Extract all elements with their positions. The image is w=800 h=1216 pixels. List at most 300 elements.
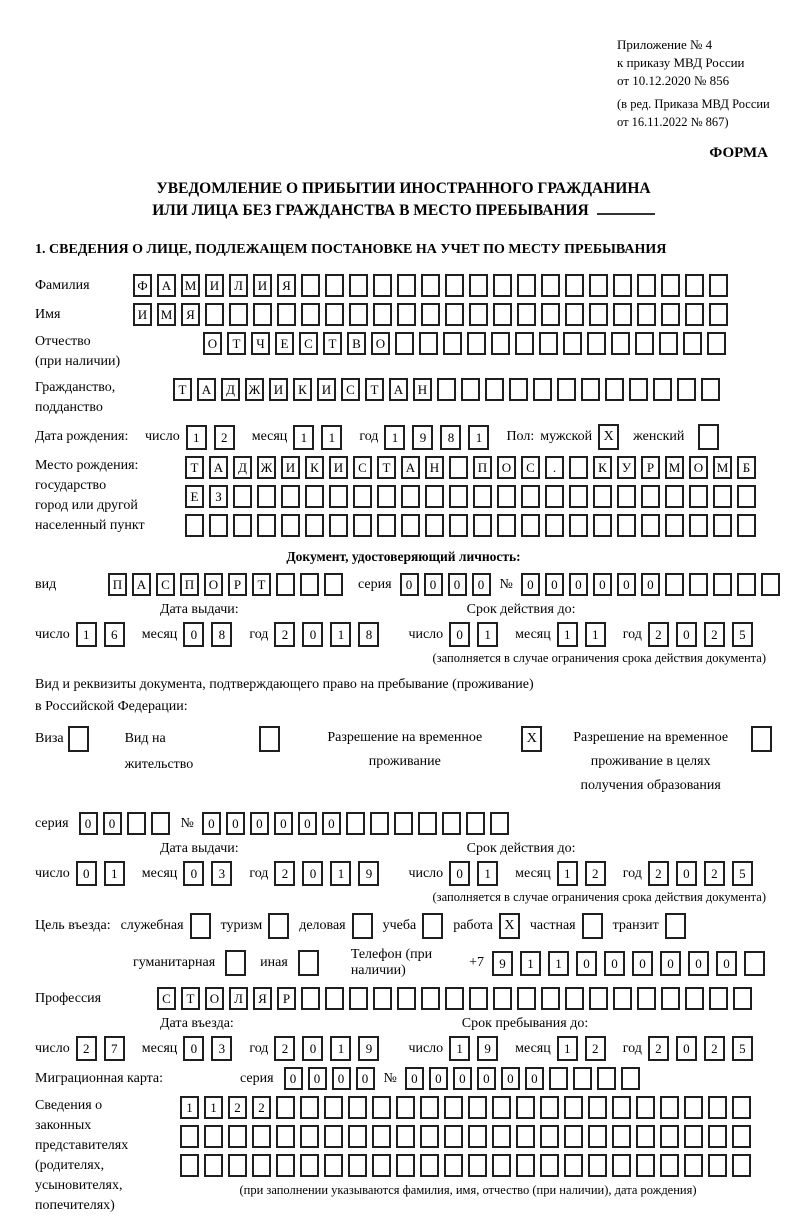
- char-box[interactable]: А: [157, 274, 176, 297]
- char-box[interactable]: 1: [557, 622, 578, 647]
- char-box[interactable]: [732, 1125, 751, 1148]
- char-box[interactable]: С: [299, 332, 318, 355]
- char-box[interactable]: [540, 1096, 559, 1119]
- char-box[interactable]: [593, 485, 612, 508]
- purpose-official-checkbox[interactable]: [190, 913, 211, 939]
- char-box[interactable]: О: [205, 987, 224, 1010]
- char-box[interactable]: [732, 1096, 751, 1119]
- visa-checkbox[interactable]: [68, 726, 89, 752]
- char-box[interactable]: [564, 1125, 583, 1148]
- char-box[interactable]: [708, 1154, 727, 1177]
- char-box[interactable]: 0: [569, 573, 588, 596]
- char-box[interactable]: 8: [358, 622, 379, 647]
- char-box[interactable]: 1: [585, 622, 606, 647]
- char-box[interactable]: [370, 812, 389, 835]
- char-box[interactable]: Т: [173, 378, 192, 401]
- char-box[interactable]: [497, 485, 516, 508]
- char-box[interactable]: Е: [275, 332, 294, 355]
- sex-female-checkbox[interactable]: [698, 424, 719, 450]
- char-box[interactable]: [737, 573, 756, 596]
- char-box[interactable]: [204, 1125, 223, 1148]
- char-box[interactable]: Б: [737, 456, 756, 479]
- char-box[interactable]: 0: [76, 861, 97, 886]
- char-box[interactable]: Д: [233, 456, 252, 479]
- char-box[interactable]: [509, 378, 528, 401]
- char-box[interactable]: 9: [477, 1036, 498, 1061]
- char-box[interactable]: [491, 332, 510, 355]
- char-box[interactable]: [684, 1125, 703, 1148]
- char-box[interactable]: 1: [330, 1036, 351, 1061]
- char-box[interactable]: [443, 332, 462, 355]
- char-box[interactable]: [685, 274, 704, 297]
- char-box[interactable]: [492, 1096, 511, 1119]
- char-box[interactable]: [349, 274, 368, 297]
- purpose-tourism-checkbox[interactable]: [268, 913, 289, 939]
- char-box[interactable]: [397, 274, 416, 297]
- char-box[interactable]: О: [497, 456, 516, 479]
- char-box[interactable]: 0: [308, 1067, 327, 1090]
- char-box[interactable]: [493, 987, 512, 1010]
- char-box[interactable]: [708, 1125, 727, 1148]
- char-box[interactable]: 1: [204, 1096, 223, 1119]
- char-box[interactable]: [348, 1125, 367, 1148]
- char-box[interactable]: [151, 812, 170, 835]
- char-box[interactable]: М: [713, 456, 732, 479]
- char-box[interactable]: [707, 332, 726, 355]
- char-box[interactable]: [564, 1096, 583, 1119]
- char-box[interactable]: Ж: [257, 456, 276, 479]
- char-box[interactable]: 0: [429, 1067, 448, 1090]
- char-box[interactable]: [549, 1067, 568, 1090]
- char-box[interactable]: 0: [604, 951, 625, 976]
- purpose-humanitarian-checkbox[interactable]: [225, 950, 246, 976]
- char-box[interactable]: 2: [648, 861, 669, 886]
- char-box[interactable]: [617, 485, 636, 508]
- char-box[interactable]: Н: [425, 456, 444, 479]
- char-box[interactable]: Ж: [245, 378, 264, 401]
- char-box[interactable]: 1: [520, 951, 541, 976]
- char-box[interactable]: И: [269, 378, 288, 401]
- char-box[interactable]: [473, 514, 492, 537]
- char-box[interactable]: [373, 987, 392, 1010]
- char-box[interactable]: [353, 485, 372, 508]
- char-box[interactable]: 0: [284, 1067, 303, 1090]
- char-box[interactable]: [419, 332, 438, 355]
- char-box[interactable]: 5: [732, 861, 753, 886]
- sex-male-checkbox[interactable]: X: [598, 424, 619, 450]
- char-box[interactable]: [276, 573, 295, 596]
- char-box[interactable]: 2: [274, 622, 295, 647]
- char-box[interactable]: А: [389, 378, 408, 401]
- char-box[interactable]: 0: [202, 812, 221, 835]
- char-box[interactable]: [373, 303, 392, 326]
- char-box[interactable]: [229, 303, 248, 326]
- char-box[interactable]: [445, 987, 464, 1010]
- char-box[interactable]: 9: [358, 1036, 379, 1061]
- char-box[interactable]: О: [203, 332, 222, 355]
- char-box[interactable]: 0: [676, 861, 697, 886]
- char-box[interactable]: 2: [274, 861, 295, 886]
- char-box[interactable]: [127, 812, 146, 835]
- char-box[interactable]: [348, 1096, 367, 1119]
- char-box[interactable]: [685, 987, 704, 1010]
- char-box[interactable]: [445, 303, 464, 326]
- char-box[interactable]: [713, 514, 732, 537]
- char-box[interactable]: И: [317, 378, 336, 401]
- char-box[interactable]: [324, 573, 343, 596]
- char-box[interactable]: [636, 1154, 655, 1177]
- char-box[interactable]: [444, 1125, 463, 1148]
- char-box[interactable]: [665, 485, 684, 508]
- char-box[interactable]: [605, 378, 624, 401]
- char-box[interactable]: [521, 514, 540, 537]
- char-box[interactable]: [301, 303, 320, 326]
- char-box[interactable]: 7: [104, 1036, 125, 1061]
- char-box[interactable]: [301, 274, 320, 297]
- char-box[interactable]: [588, 1096, 607, 1119]
- char-box[interactable]: [521, 485, 540, 508]
- char-box[interactable]: [744, 951, 765, 976]
- char-box[interactable]: [394, 812, 413, 835]
- char-box[interactable]: [588, 1154, 607, 1177]
- char-box[interactable]: 9: [412, 425, 433, 450]
- char-box[interactable]: В: [347, 332, 366, 355]
- char-box[interactable]: [497, 514, 516, 537]
- char-box[interactable]: [401, 514, 420, 537]
- char-box[interactable]: М: [157, 303, 176, 326]
- char-box[interactable]: [300, 1125, 319, 1148]
- char-box[interactable]: [449, 514, 468, 537]
- char-box[interactable]: 1: [321, 425, 342, 450]
- char-box[interactable]: [589, 987, 608, 1010]
- char-box[interactable]: 0: [593, 573, 612, 596]
- char-box[interactable]: 2: [704, 861, 725, 886]
- char-box[interactable]: 0: [521, 573, 540, 596]
- char-box[interactable]: [473, 485, 492, 508]
- char-box[interactable]: И: [329, 456, 348, 479]
- char-box[interactable]: [709, 303, 728, 326]
- char-box[interactable]: [348, 1154, 367, 1177]
- char-box[interactable]: [737, 514, 756, 537]
- char-box[interactable]: [445, 274, 464, 297]
- char-box[interactable]: Н: [413, 378, 432, 401]
- char-box[interactable]: [617, 514, 636, 537]
- char-box[interactable]: [324, 1125, 343, 1148]
- char-box[interactable]: [665, 573, 684, 596]
- char-box[interactable]: [593, 514, 612, 537]
- char-box[interactable]: С: [156, 573, 175, 596]
- char-box[interactable]: 6: [104, 622, 125, 647]
- char-box[interactable]: [612, 1125, 631, 1148]
- char-box[interactable]: Т: [323, 332, 342, 355]
- char-box[interactable]: [545, 485, 564, 508]
- char-box[interactable]: [737, 485, 756, 508]
- char-box[interactable]: 0: [400, 573, 419, 596]
- char-box[interactable]: [277, 303, 296, 326]
- char-box[interactable]: [683, 332, 702, 355]
- char-box[interactable]: [421, 987, 440, 1010]
- char-box[interactable]: [684, 1154, 703, 1177]
- char-box[interactable]: К: [305, 456, 324, 479]
- char-box[interactable]: [420, 1125, 439, 1148]
- char-box[interactable]: [349, 303, 368, 326]
- char-box[interactable]: [281, 485, 300, 508]
- char-box[interactable]: [349, 987, 368, 1010]
- char-box[interactable]: 1: [330, 622, 351, 647]
- char-box[interactable]: [569, 514, 588, 537]
- char-box[interactable]: [425, 514, 444, 537]
- char-box[interactable]: С: [341, 378, 360, 401]
- char-box[interactable]: [635, 332, 654, 355]
- char-box[interactable]: [637, 303, 656, 326]
- char-box[interactable]: И: [133, 303, 152, 326]
- char-box[interactable]: [372, 1154, 391, 1177]
- char-box[interactable]: [325, 274, 344, 297]
- char-box[interactable]: 0: [449, 622, 470, 647]
- char-box[interactable]: [661, 303, 680, 326]
- char-box[interactable]: [636, 1125, 655, 1148]
- purpose-private-checkbox[interactable]: [582, 913, 603, 939]
- char-box[interactable]: Д: [221, 378, 240, 401]
- char-box[interactable]: 1: [548, 951, 569, 976]
- char-box[interactable]: [469, 274, 488, 297]
- char-box[interactable]: [659, 332, 678, 355]
- char-box[interactable]: [597, 1067, 616, 1090]
- char-box[interactable]: [373, 274, 392, 297]
- char-box[interactable]: [516, 1154, 535, 1177]
- char-box[interactable]: [684, 1096, 703, 1119]
- char-box[interactable]: [377, 514, 396, 537]
- char-box[interactable]: С: [157, 987, 176, 1010]
- char-box[interactable]: [713, 485, 732, 508]
- char-box[interactable]: [346, 812, 365, 835]
- purpose-business-checkbox[interactable]: [352, 913, 373, 939]
- char-box[interactable]: [468, 1096, 487, 1119]
- char-box[interactable]: П: [180, 573, 199, 596]
- char-box[interactable]: [449, 485, 468, 508]
- char-box[interactable]: [515, 332, 534, 355]
- char-box[interactable]: [276, 1096, 295, 1119]
- char-box[interactable]: 9: [492, 951, 513, 976]
- char-box[interactable]: 5: [732, 1036, 753, 1061]
- char-box[interactable]: И: [253, 274, 272, 297]
- char-box[interactable]: [233, 514, 252, 537]
- char-box[interactable]: .: [545, 456, 564, 479]
- char-box[interactable]: А: [197, 378, 216, 401]
- char-box[interactable]: Т: [185, 456, 204, 479]
- char-box[interactable]: [540, 1125, 559, 1148]
- char-box[interactable]: [517, 987, 536, 1010]
- char-box[interactable]: Я: [181, 303, 200, 326]
- char-box[interactable]: Ч: [251, 332, 270, 355]
- char-box[interactable]: [329, 514, 348, 537]
- char-box[interactable]: [689, 485, 708, 508]
- char-box[interactable]: [701, 378, 720, 401]
- char-box[interactable]: 0: [424, 573, 443, 596]
- char-box[interactable]: [660, 1125, 679, 1148]
- char-box[interactable]: 1: [76, 622, 97, 647]
- char-box[interactable]: 2: [648, 622, 669, 647]
- char-box[interactable]: [353, 514, 372, 537]
- char-box[interactable]: [539, 332, 558, 355]
- char-box[interactable]: [565, 274, 584, 297]
- char-box[interactable]: [493, 303, 512, 326]
- char-box[interactable]: [573, 1067, 592, 1090]
- char-box[interactable]: [468, 1125, 487, 1148]
- char-box[interactable]: [469, 987, 488, 1010]
- char-box[interactable]: [569, 456, 588, 479]
- char-box[interactable]: 2: [704, 622, 725, 647]
- char-box[interactable]: [516, 1096, 535, 1119]
- char-box[interactable]: [300, 1096, 319, 1119]
- char-box[interactable]: [442, 812, 461, 835]
- char-box[interactable]: 2: [214, 425, 235, 450]
- char-box[interactable]: 3: [211, 861, 232, 886]
- char-box[interactable]: [324, 1096, 343, 1119]
- char-box[interactable]: [564, 1154, 583, 1177]
- char-box[interactable]: 0: [183, 1036, 204, 1061]
- char-box[interactable]: [660, 1154, 679, 1177]
- char-box[interactable]: [516, 1125, 535, 1148]
- char-box[interactable]: 8: [440, 425, 461, 450]
- char-box[interactable]: 0: [356, 1067, 375, 1090]
- char-box[interactable]: [421, 303, 440, 326]
- char-box[interactable]: [467, 332, 486, 355]
- char-box[interactable]: [329, 485, 348, 508]
- char-box[interactable]: М: [181, 274, 200, 297]
- char-box[interactable]: [708, 1096, 727, 1119]
- char-box[interactable]: А: [209, 456, 228, 479]
- char-box[interactable]: [253, 303, 272, 326]
- residence-permit-checkbox[interactable]: [259, 726, 280, 752]
- char-box[interactable]: [689, 573, 708, 596]
- char-box[interactable]: [397, 987, 416, 1010]
- edu-permit-checkbox[interactable]: [751, 726, 772, 752]
- char-box[interactable]: [421, 274, 440, 297]
- char-box[interactable]: 1: [330, 861, 351, 886]
- char-box[interactable]: [444, 1154, 463, 1177]
- char-box[interactable]: [665, 514, 684, 537]
- char-box[interactable]: Т: [365, 378, 384, 401]
- char-box[interactable]: 0: [660, 951, 681, 976]
- char-box[interactable]: [418, 812, 437, 835]
- char-box[interactable]: 1: [293, 425, 314, 450]
- char-box[interactable]: И: [281, 456, 300, 479]
- char-box[interactable]: О: [689, 456, 708, 479]
- char-box[interactable]: [761, 573, 780, 596]
- char-box[interactable]: 0: [183, 861, 204, 886]
- char-box[interactable]: К: [593, 456, 612, 479]
- char-box[interactable]: 0: [448, 573, 467, 596]
- char-box[interactable]: 1: [384, 425, 405, 450]
- char-box[interactable]: [533, 378, 552, 401]
- char-box[interactable]: [395, 332, 414, 355]
- char-box[interactable]: [611, 332, 630, 355]
- char-box[interactable]: [612, 1096, 631, 1119]
- char-box[interactable]: 0: [453, 1067, 472, 1090]
- char-box[interactable]: Р: [641, 456, 660, 479]
- char-box[interactable]: 0: [298, 812, 317, 835]
- char-box[interactable]: [461, 378, 480, 401]
- char-box[interactable]: [300, 573, 319, 596]
- char-box[interactable]: [372, 1125, 391, 1148]
- char-box[interactable]: П: [108, 573, 127, 596]
- char-box[interactable]: [425, 485, 444, 508]
- char-box[interactable]: 2: [76, 1036, 97, 1061]
- char-box[interactable]: 1: [557, 1036, 578, 1061]
- char-box[interactable]: [541, 987, 560, 1010]
- char-box[interactable]: [301, 987, 320, 1010]
- char-box[interactable]: [228, 1125, 247, 1148]
- char-box[interactable]: Е: [185, 485, 204, 508]
- char-box[interactable]: [732, 1154, 751, 1177]
- char-box[interactable]: [490, 812, 509, 835]
- char-box[interactable]: 1: [180, 1096, 199, 1119]
- char-box[interactable]: 2: [648, 1036, 669, 1061]
- char-box[interactable]: С: [521, 456, 540, 479]
- char-box[interactable]: Р: [277, 987, 296, 1010]
- char-box[interactable]: 0: [302, 622, 323, 647]
- char-box[interactable]: [517, 274, 536, 297]
- char-box[interactable]: И: [205, 274, 224, 297]
- char-box[interactable]: 1: [477, 861, 498, 886]
- char-box[interactable]: 8: [211, 622, 232, 647]
- char-box[interactable]: М: [665, 456, 684, 479]
- char-box[interactable]: [180, 1125, 199, 1148]
- char-box[interactable]: [252, 1125, 271, 1148]
- purpose-other-checkbox[interactable]: [298, 950, 319, 976]
- char-box[interactable]: 1: [468, 425, 489, 450]
- char-box[interactable]: [204, 1154, 223, 1177]
- char-box[interactable]: [587, 332, 606, 355]
- char-box[interactable]: З: [209, 485, 228, 508]
- char-box[interactable]: Я: [253, 987, 272, 1010]
- char-box[interactable]: 0: [477, 1067, 496, 1090]
- char-box[interactable]: [613, 987, 632, 1010]
- char-box[interactable]: [541, 303, 560, 326]
- char-box[interactable]: 2: [585, 1036, 606, 1061]
- char-box[interactable]: 0: [332, 1067, 351, 1090]
- char-box[interactable]: 0: [632, 951, 653, 976]
- char-box[interactable]: [468, 1154, 487, 1177]
- char-box[interactable]: [709, 274, 728, 297]
- char-box[interactable]: [492, 1125, 511, 1148]
- purpose-transit-checkbox[interactable]: [665, 913, 686, 939]
- char-box[interactable]: 0: [525, 1067, 544, 1090]
- char-box[interactable]: [621, 1067, 640, 1090]
- char-box[interactable]: [565, 987, 584, 1010]
- char-box[interactable]: [401, 485, 420, 508]
- char-box[interactable]: [589, 274, 608, 297]
- char-box[interactable]: 0: [545, 573, 564, 596]
- char-box[interactable]: [420, 1154, 439, 1177]
- char-box[interactable]: 2: [274, 1036, 295, 1061]
- char-box[interactable]: [324, 1154, 343, 1177]
- char-box[interactable]: 0: [250, 812, 269, 835]
- char-box[interactable]: [637, 274, 656, 297]
- temp-permit-checkbox[interactable]: X: [521, 726, 542, 752]
- char-box[interactable]: [281, 514, 300, 537]
- char-box[interactable]: [492, 1154, 511, 1177]
- char-box[interactable]: [588, 1125, 607, 1148]
- char-box[interactable]: [589, 303, 608, 326]
- char-box[interactable]: С: [353, 456, 372, 479]
- char-box[interactable]: 1: [557, 861, 578, 886]
- char-box[interactable]: 0: [617, 573, 636, 596]
- char-box[interactable]: 0: [405, 1067, 424, 1090]
- char-box[interactable]: [685, 303, 704, 326]
- char-box[interactable]: 1: [104, 861, 125, 886]
